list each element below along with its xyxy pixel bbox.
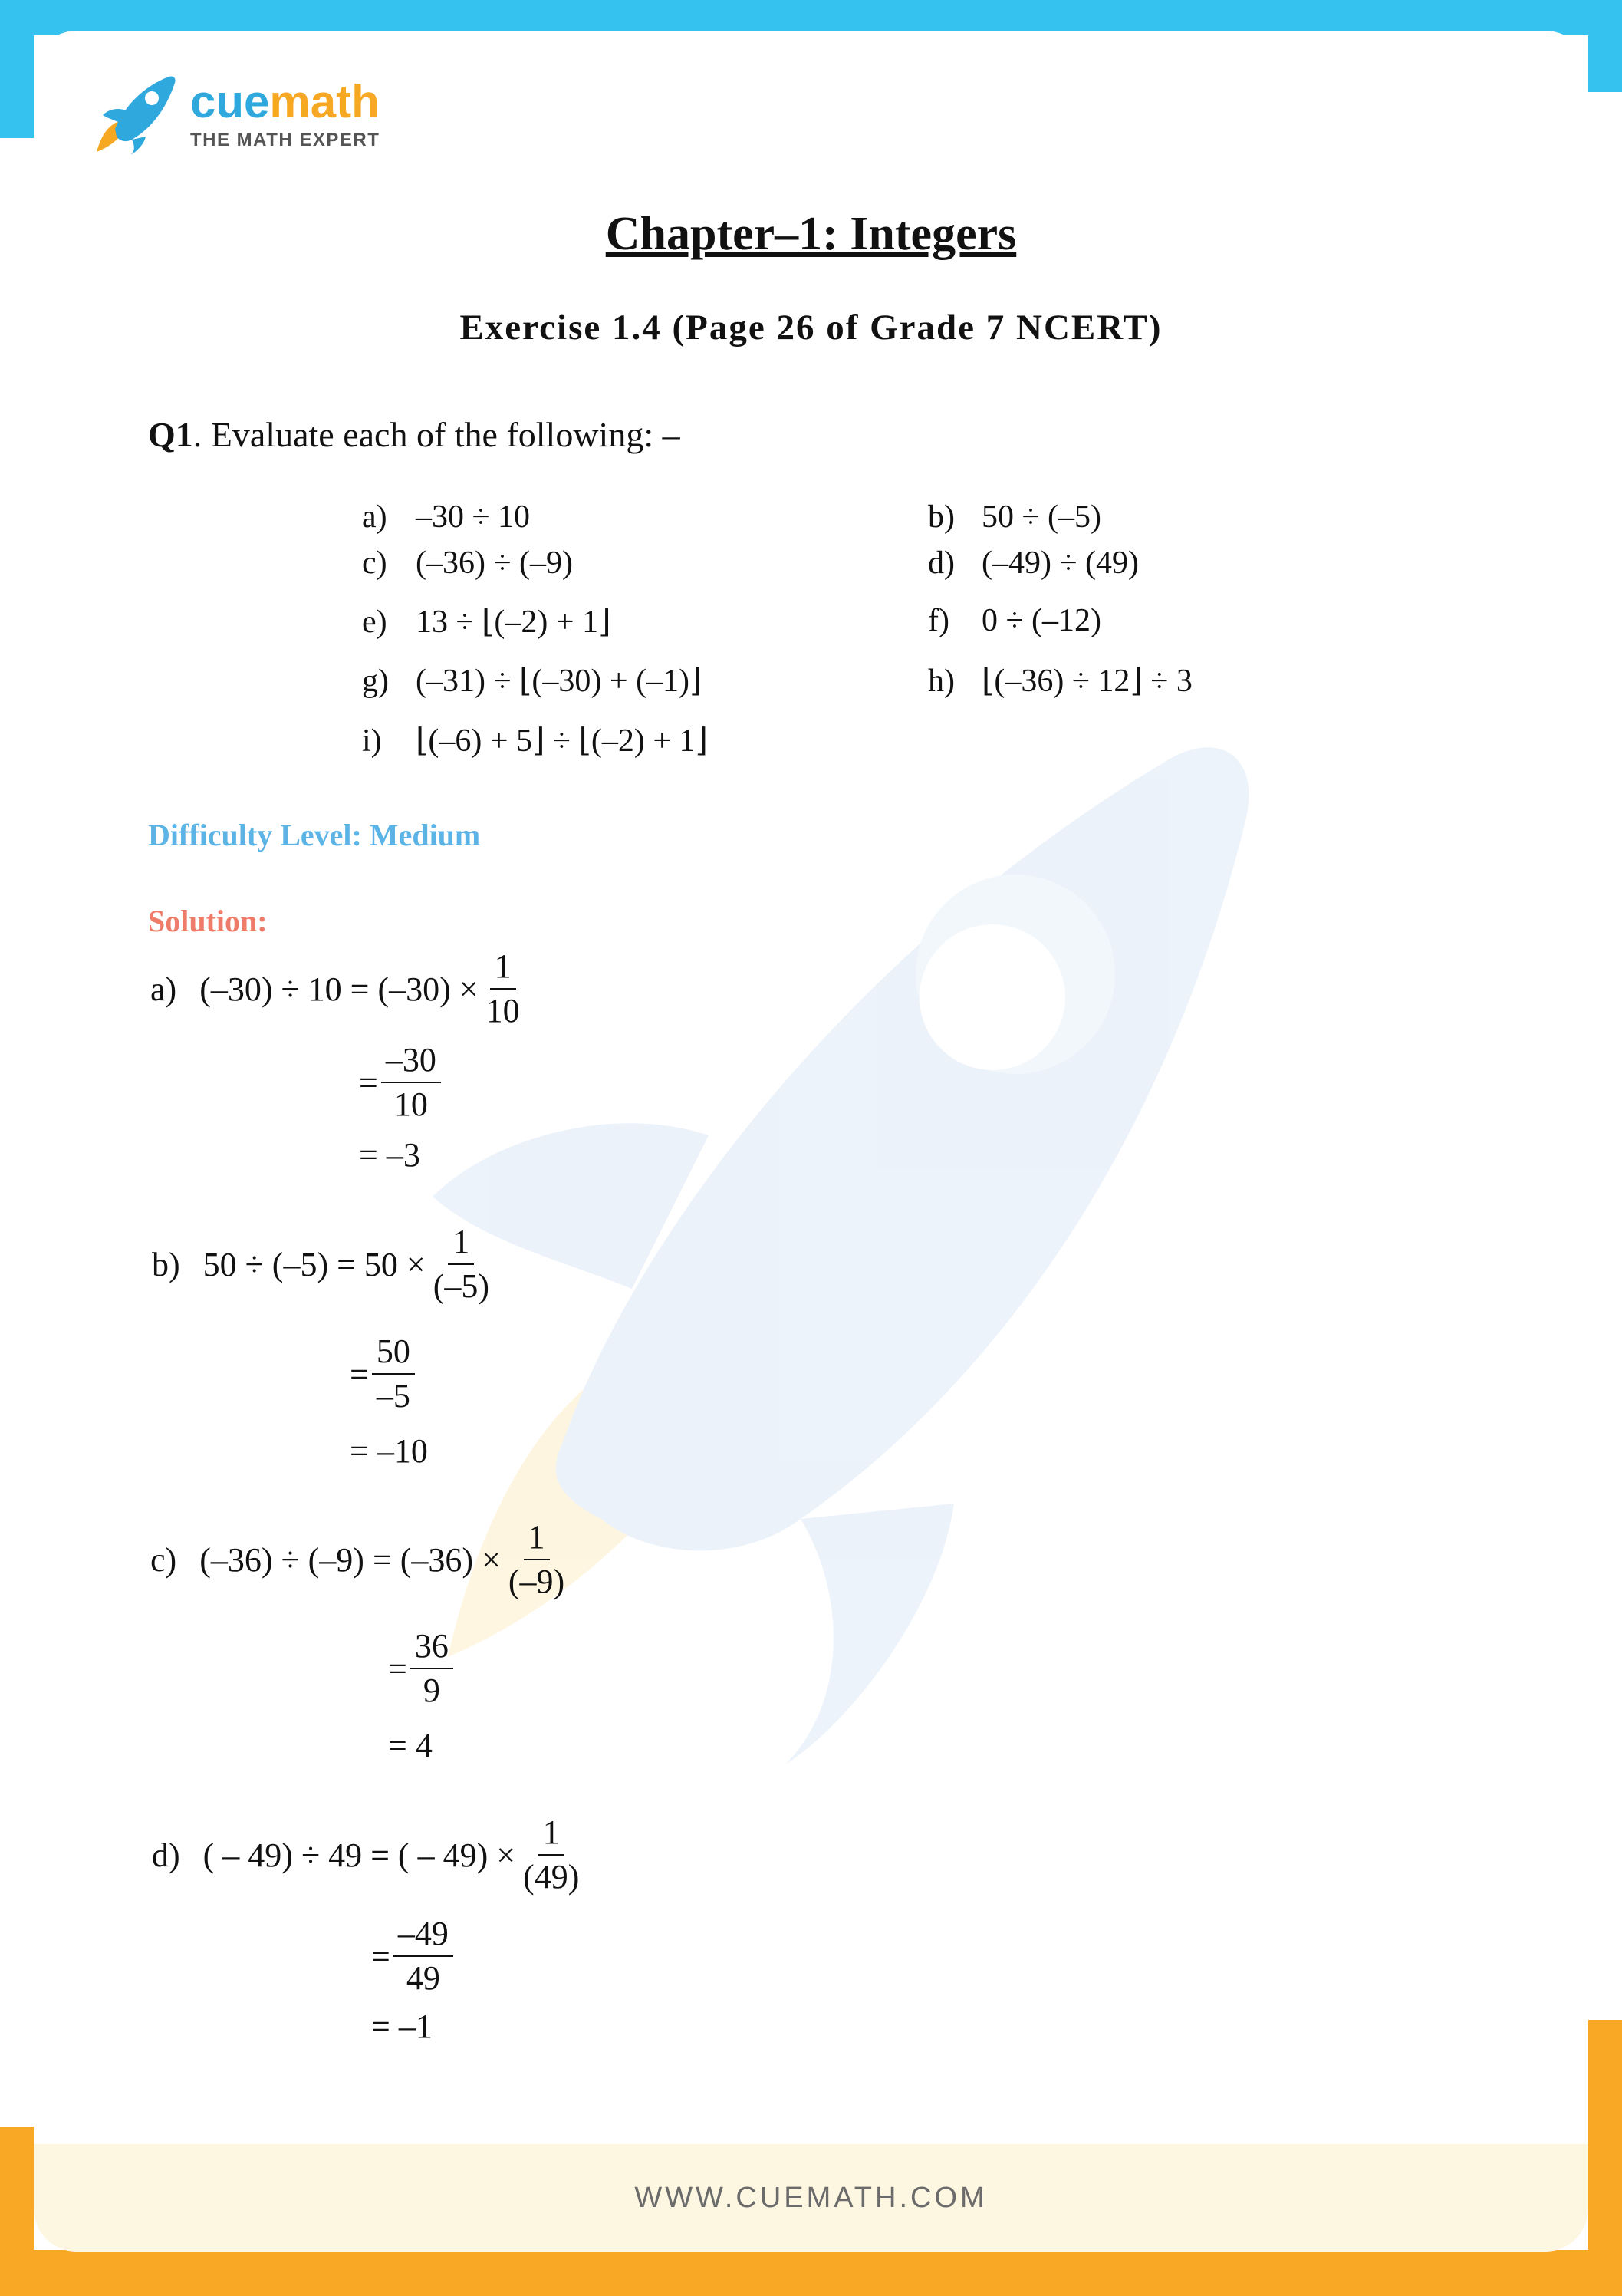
option-expr: –30 ÷ 10 [416,499,531,535]
right-border-bottom [1588,2020,1622,2296]
solution-c-line2 [388,1628,456,1710]
solution-label: b) [152,1245,180,1283]
solution-label: c) [150,1540,177,1579]
option-a [362,499,530,535]
fraction [372,1333,415,1415]
option-f [928,602,1101,639]
fraction [504,1519,569,1601]
option-expr: (–49) ÷ (49) [982,545,1139,581]
solution-lhs: 50 ÷ (–5) = 50 × [202,1245,426,1283]
solution-lhs: (–36) ÷ (–9) = (–36) × [199,1540,501,1579]
option-label: i) [362,723,382,759]
logo-tagline: THE MATH EXPERT [190,130,380,150]
solution-b-line3 [350,1431,428,1471]
solution-b-line1 [152,1224,497,1306]
numerator: 1 [524,1519,550,1560]
option-i [362,721,708,759]
option-c [362,545,573,581]
equals-sign: = [371,1937,390,1975]
equals-sign: = [359,1063,378,1102]
denominator: (–5) [433,1267,490,1306]
solution-a-line1 [150,948,528,1030]
solution-lhs: ( – 49) ÷ 49 = ( – 49) × [202,1836,516,1874]
solution-d-line3 [371,2007,433,2046]
solution-d-line1 [152,1814,587,1896]
option-label: a) [362,499,387,535]
cuemath-logo [92,75,380,155]
numerator: 1 [490,948,516,990]
solution-b-line2 [350,1333,418,1415]
denominator: (49) [523,1858,580,1896]
bottom-border [0,2250,1622,2296]
footer-url[interactable]: WWW.CUEMATH.COM [634,2181,988,2214]
option-expr: ⌊(–36) ÷ 12⌋ ÷ 3 [982,664,1193,699]
rocket-logo-icon [92,75,176,155]
solution-d-line2 [371,1916,456,1998]
solution-label: d) [152,1836,180,1874]
result: = 4 [388,1727,433,1764]
numerator: –30 [381,1042,441,1083]
numerator: 50 [372,1333,415,1375]
fraction [429,1224,494,1306]
page-footer [34,2144,1588,2252]
option-expr: 50 ÷ (–5) [982,499,1102,535]
solution-c-line1 [150,1519,572,1601]
logo-text-cue: cue [190,76,270,127]
denominator: 9 [423,1672,440,1710]
denominator: 49 [406,1959,440,1998]
result: = –1 [371,2008,433,2045]
page-card [34,31,1588,2252]
option-h [928,661,1193,700]
solution-a-line2 [359,1042,444,1124]
fraction [482,948,525,1030]
option-e [362,602,610,641]
result: = –10 [350,1432,428,1470]
fraction [518,1814,584,1896]
left-border-bottom [0,2127,34,2296]
numerator: 1 [448,1224,474,1265]
numerator: –49 [393,1916,453,1957]
equals-sign: = [388,1649,407,1688]
fraction [381,1042,441,1124]
exercise-subtitle: Exercise 1.4 (Page 26 of Grade 7 NCERT) [459,308,1163,348]
option-label: e) [362,604,387,640]
left-border-top [0,0,34,138]
option-label: g) [362,664,389,699]
logo-text-math: math [269,76,380,127]
denominator: –5 [376,1377,410,1415]
question-number: Q1 [148,415,193,454]
solution-lhs: (–30) ÷ 10 = (–30) × [199,970,479,1008]
numerator: 36 [410,1628,453,1669]
option-g [362,661,702,700]
option-label: f) [928,603,949,638]
option-expr: (–36) ÷ (–9) [416,545,573,581]
question-text: . Evaluate each of the following: – [192,415,680,454]
numerator: 1 [538,1814,564,1856]
option-expr: ⌊(–6) + 5⌋ ÷ ⌊(–2) + 1⌋ [416,723,708,759]
solution-c-line3 [388,1726,433,1765]
fraction [410,1628,453,1710]
fraction [393,1916,453,1998]
option-expr: 0 ÷ (–12) [982,603,1102,638]
option-expr: (–31) ÷ ⌊(–30) + (–1)⌋ [416,664,702,699]
equals-sign: = [350,1355,369,1393]
solution-heading: Solution: [148,904,268,938]
option-label: d) [928,545,955,581]
denominator: 10 [393,1085,428,1124]
solution-a-line3 [359,1135,420,1174]
denominator: (–9) [508,1563,565,1601]
option-expr: 13 ÷ ⌊(–2) + 1⌋ [416,604,611,640]
difficulty-level: Difficulty Level: Medium [148,818,481,852]
result: = –3 [359,1136,420,1174]
denominator: 10 [485,992,520,1030]
option-d [928,545,1139,581]
option-label: b) [928,499,955,535]
question-prompt [148,414,680,455]
option-label: c) [362,545,387,581]
solution-label: a) [150,970,177,1008]
right-border-top [1588,0,1622,92]
option-label: h) [928,664,955,699]
chapter-title: Chapter–1: Integers [605,208,1017,260]
option-b [928,499,1101,535]
